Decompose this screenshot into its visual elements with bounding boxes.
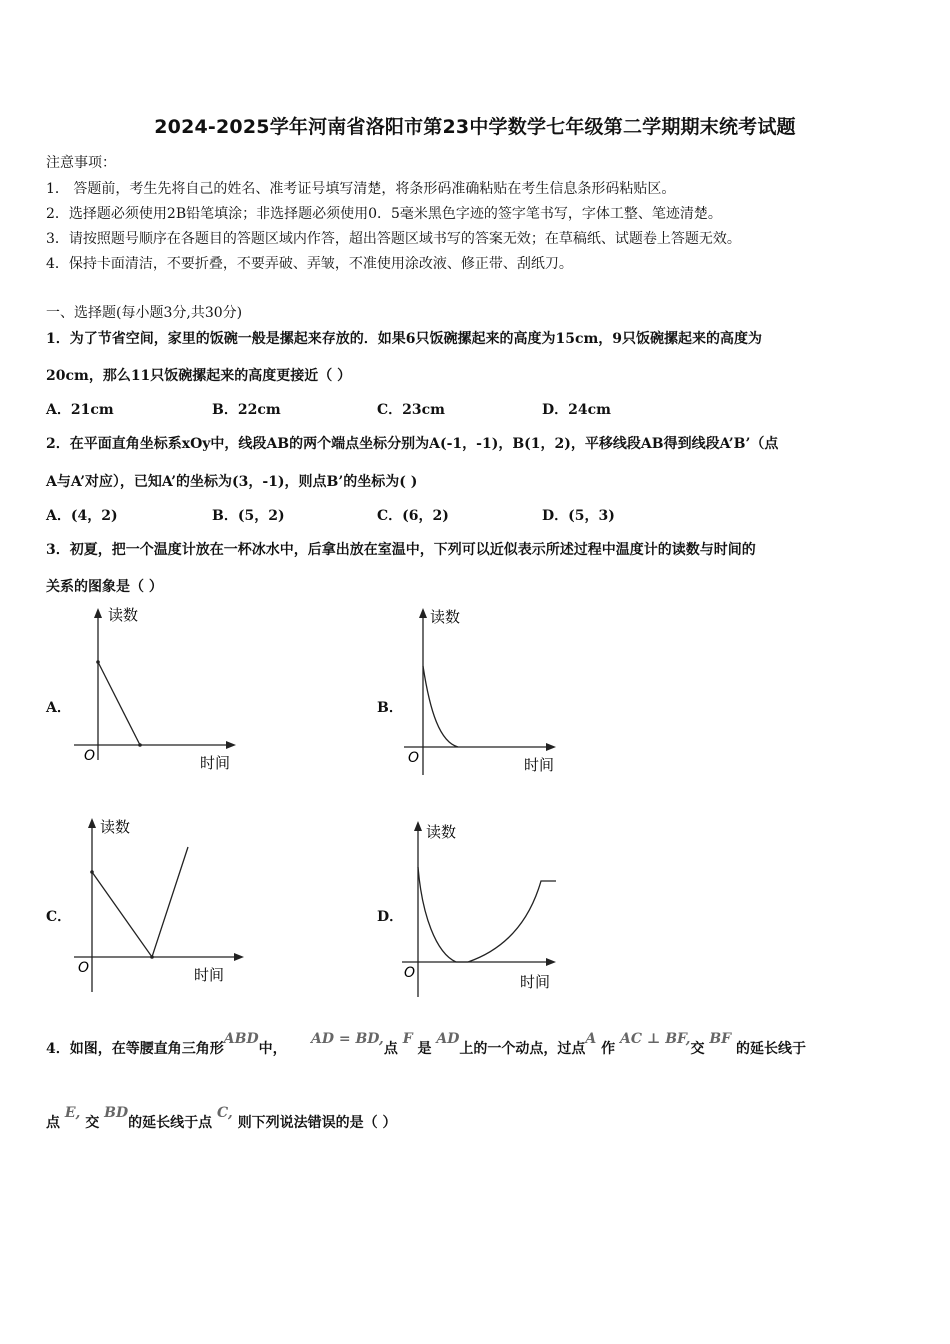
y-label: 读数 xyxy=(426,823,457,841)
origin-label: O xyxy=(78,960,90,976)
notice-heading: 注意事项： xyxy=(46,155,116,171)
notice-item: 2．选择题必须使用2B铅笔填涂；非选择题必须使用0．5毫米黑色字迹的签字笔书写，字体工整、笔迹清楚。 xyxy=(46,206,722,222)
x-axis-arrow xyxy=(546,743,556,751)
q4-math: E, xyxy=(64,1105,81,1121)
x-axis-arrow xyxy=(546,958,556,966)
q4-math: ABD xyxy=(223,1031,259,1047)
notice-item: 4．保持卡面清洁，不要折叠，不要弄破、弄皱，不准使用涂改液、修正带、刮纸刀。 xyxy=(46,256,573,272)
q4-math: C, xyxy=(217,1105,233,1121)
q2-option-c: C．(6，2) xyxy=(377,508,449,524)
q4-text: 则下列说法错误的是（ ） xyxy=(237,1115,397,1131)
x-label: 时间 xyxy=(524,756,555,774)
q4-text: 中， xyxy=(258,1041,287,1057)
y-axis-arrow xyxy=(419,608,427,618)
graph-a xyxy=(66,600,246,780)
q4-text: 交 xyxy=(85,1115,100,1131)
graph-b xyxy=(398,600,578,780)
y-axis-arrow xyxy=(94,608,102,618)
y-label: 读数 xyxy=(100,818,131,836)
q2-option-a: A．(4，2) xyxy=(46,508,118,524)
graph-d xyxy=(398,815,578,1000)
origin-label: O xyxy=(84,748,96,764)
origin-label: O xyxy=(408,750,420,766)
q4-text: 的延长线于点 xyxy=(128,1115,213,1131)
origin-label: O xyxy=(404,965,416,981)
y-label: 读数 xyxy=(108,606,139,624)
q1-option-c: C．23cm xyxy=(377,402,445,418)
q4-math: AD xyxy=(436,1031,460,1047)
q4-math: BD xyxy=(104,1105,129,1121)
y-axis-arrow xyxy=(414,821,422,831)
x-label: 时间 xyxy=(194,966,225,984)
graph-curve xyxy=(98,662,140,745)
q1-option-d: D．24cm xyxy=(542,402,611,418)
q1-option-b: B．22cm xyxy=(212,402,281,418)
question-4-text-cont xyxy=(46,1105,397,1132)
y-label: 读数 xyxy=(430,608,461,626)
q2-option-d: D．(5，3) xyxy=(542,508,615,524)
q4-math: F xyxy=(402,1031,413,1047)
graph-c-label: C． xyxy=(46,909,72,925)
q4-text: 的延长线于 xyxy=(736,1041,806,1057)
page-title: 2024-2025学年河南省洛阳市第23中学数学七年级第二学期期末统考试题 xyxy=(154,116,796,138)
question-2-text-cont: A与A’对应），已知A’的坐标为(3，-1)，则点B’的坐标为( ) xyxy=(46,474,418,490)
notice-item: 1． 答题前，考生先将自己的姓名、准考证号填写清楚，将条形码准确粘贴在考生信息条形码粘贴区。 xyxy=(46,181,676,197)
section-heading: 一、选择题(每小题3分,共30分) xyxy=(46,305,243,321)
q4-text: 点 xyxy=(46,1115,60,1131)
question-1-text-cont: 20cm，那么11只饭碗摞起来的高度更接近（ ） xyxy=(46,368,352,384)
q2-option-b: B．(5，2) xyxy=(212,508,285,524)
question-3-text: 3．初夏，把一个温度计放在一杯冰水中，后拿出放在室温中，下列可以近似表示所述过程中温度计的读数与时间的 xyxy=(46,542,756,558)
notice-item: 3．请按照题号顺序在各题目的答题区域内作答，超出答题区域书写的答案无效；在草稿纸、试题卷上答题无效。 xyxy=(46,231,741,247)
q4-text: 是 xyxy=(417,1041,432,1057)
q4-math: AD = BD, xyxy=(310,1031,384,1047)
graph-curve xyxy=(423,666,458,747)
graph-curve xyxy=(418,867,556,962)
q4-text: 4．如图，在等腰直角三角形 xyxy=(46,1041,224,1057)
graph-d-label: D． xyxy=(377,909,404,925)
y-axis-arrow xyxy=(88,818,96,828)
question-4-text xyxy=(46,1031,806,1058)
q4-math: BF xyxy=(709,1031,732,1047)
question-2-text: 2．在平面直角坐标系xOy中，线段AB的两个端点坐标分别为A(-1，-1)，B(1，2)，平移线段AB得到线段A’B’（点 xyxy=(46,436,779,452)
q4-math: A xyxy=(585,1031,597,1047)
question-1-text: 1．为了节省空间，家里的饭碗一般是摞起来存放的．如果6只饭碗摞起来的高度为15cm，9只饭碗摞起来的高度为 xyxy=(46,331,763,347)
question-3-text-cont: 关系的图象是（ ） xyxy=(46,579,163,595)
q1-option-a: A．21cm xyxy=(46,402,114,418)
q4-text: 交 xyxy=(690,1041,705,1057)
x-label: 时间 xyxy=(200,754,231,772)
x-axis-arrow xyxy=(234,953,244,961)
graph-b-label: B． xyxy=(377,700,403,716)
graph-a-label: A． xyxy=(46,700,71,716)
q4-math: AC ⊥ BF, xyxy=(620,1031,691,1047)
graph-c xyxy=(66,810,246,995)
q4-text: 点 xyxy=(383,1041,398,1057)
q4-text: 上的一个动点，过点 xyxy=(459,1041,586,1057)
q4-text: 作 xyxy=(601,1041,616,1057)
x-axis-arrow xyxy=(226,741,236,749)
graph-curve xyxy=(92,847,188,957)
x-label: 时间 xyxy=(520,973,551,991)
